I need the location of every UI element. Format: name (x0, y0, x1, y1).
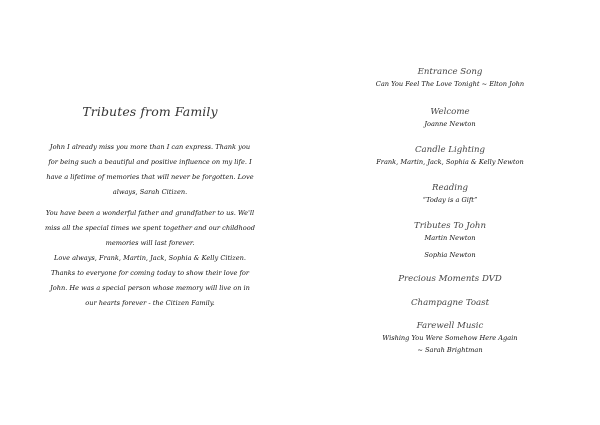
program-heading: Precious Moments DVD (398, 274, 502, 284)
program-entrance-song (360, 66, 540, 90)
tribute-paragraph (35, 140, 265, 200)
tribute-line: for being such a beautiful and positive influence on my life. I (48, 158, 252, 166)
program-detail: Wishing You Were Somehow Here Again (382, 334, 518, 342)
tribute-line: John. He was a special person whose memory will live on in (50, 284, 250, 292)
program-farewell-music (360, 320, 540, 356)
tribute-line: John I already miss you more than I can express. Thank you (49, 143, 251, 151)
tribute-line: always, Sarah Citizen. (112, 188, 188, 196)
tribute-line: our hearts forever - the Citizen Family. (85, 299, 215, 307)
program-heading: Candle Lighting (414, 145, 486, 155)
program-heading: Farewell Music (416, 321, 484, 331)
program-detail: Can You Feel The Love Tonight ~ Elton John (375, 80, 525, 88)
program-detail: Sophia Newton (424, 251, 476, 259)
tributes-title: Tributes from Family (82, 104, 218, 119)
tribute-line: Thanks to everyone for coming today to show their love for (50, 269, 250, 277)
tribute-paragraph (35, 206, 265, 266)
right-page (300, 0, 600, 425)
program-detail: Frank, Martin, Jack, Sophia & Kelly Newton (376, 158, 524, 166)
tribute-line: have a lifetime of memories that will never be forgotten. Love (46, 173, 254, 181)
program-heading: Entrance Song (417, 67, 483, 77)
program-detail: Martin Newton (424, 234, 476, 242)
program-detail: ~ Sarah Brightman (417, 346, 483, 354)
program-heading: Reading (432, 183, 468, 193)
program-reading (360, 182, 540, 206)
tribute-line: You have been a wonderful father and grandfather to us. We'll (45, 209, 255, 217)
tribute-line: Love always, Frank, Martin, Jack, Sophia & Kelly Citizen. (54, 254, 246, 262)
program-detail: Joanne Newton (424, 120, 476, 128)
program-champagne-toast (360, 297, 540, 309)
tribute-paragraph (35, 266, 265, 311)
program-heading: Champagne Toast (410, 298, 490, 308)
tribute-line: memories will last forever. (105, 239, 195, 247)
program-heading: Welcome (430, 107, 470, 117)
program-tributes-to-john (360, 220, 540, 261)
program-candle-lighting (360, 144, 540, 168)
program-welcome (360, 106, 540, 130)
tribute-line: miss all the special times we spent together and our childhood (45, 224, 255, 232)
program-precious-moments-dvd (360, 273, 540, 285)
program-heading: Tributes To John (414, 221, 486, 231)
program-detail: “Today is a Gift” (422, 196, 478, 204)
